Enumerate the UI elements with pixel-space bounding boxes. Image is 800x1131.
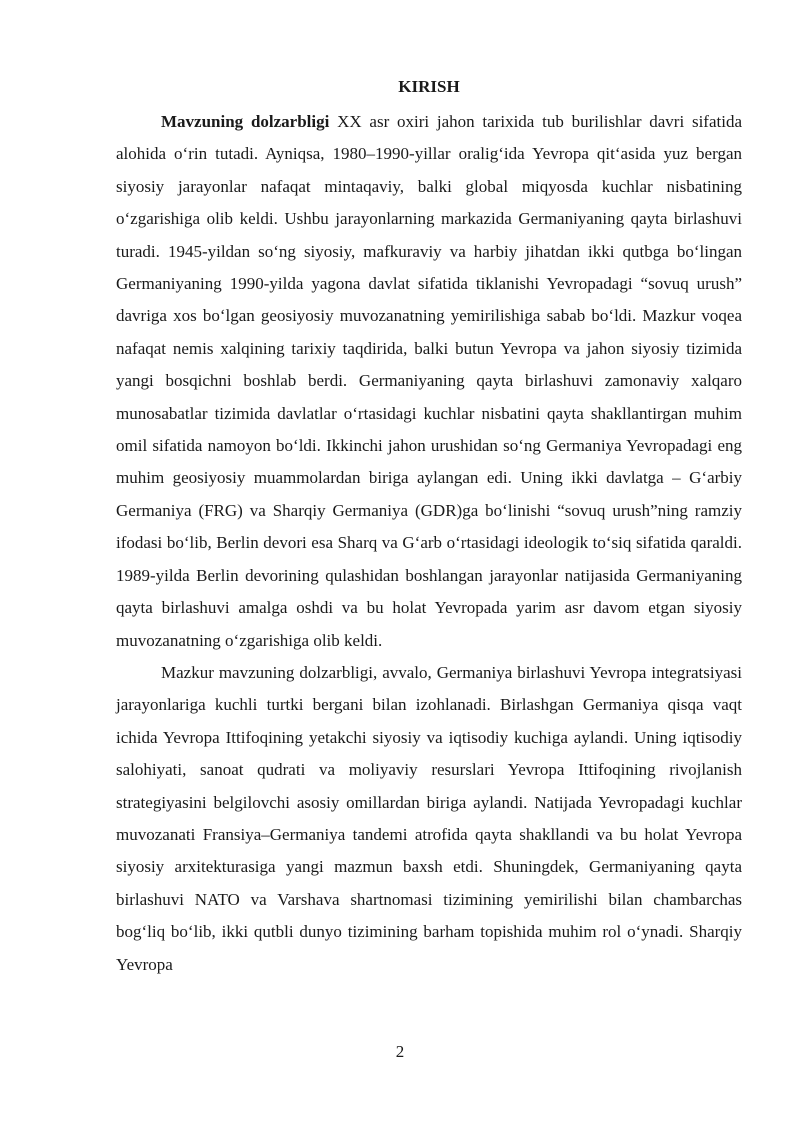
page-number: 2 xyxy=(395,1042,405,1061)
document-page xyxy=(116,76,742,981)
paragraph-2-text: Mazkur mavzuning dolzarbligi, avvalo, Germaniya birlashuvi Yevropa integratsiyasi jarayonlariga kuchli turtki bergani bilan izohlanadi. Birlashgan Germaniya qisqa vaqt ichida Yevropa Ittifoqining yetakchi siyosiy va iqtisodiy kuchiga aylandi. Uning iqtisodiy salohiyati, sanoat qudrati va moliyaviy resurslari Yevropa Ittifoqining rivojlanish strategiyasini belgilovchi asosiy omillardan biriga aylandi. Natijada Yevropadagi kuchlar muvozanati Fransiya–Germaniya tandemi atrofida qayta shakllandi va bu holat Yevropa siyosiy arxitekturasiga yangi mazmun baxsh etdi. Shuningdek, Germaniyaning qayta birlashuvi NATO va Varshava shartnomasi tizimining yemirilishi bilan chambarchas bog‘liq bo‘lib, ikki qutbli dunyo tizimining barham topishida muhim rol o‘ynadi. Sharqiy Yevropa xyxy=(116,662,742,974)
paragraph-1 xyxy=(116,106,742,657)
paragraph-1-text: XX asr oxiri jahon tarixida tub burilishlar davri sifatida alohida o‘rin tutadi. Ayniqsa, 1980–1990-yillar oralig‘ida Yevropa qit‘asida yuz bergan siyosiy jarayonlar nafaqat mintaqaviy, balki global miqyosda kuchlar nisbatining o‘zgarishiga olib keldi. Ushbu jarayonlarning markazida Germaniyaning qayta birlashuvi turadi. 1945-yildan so‘ng siyosiy, mafkuraviy va harbiy jihatdan ikki qutbga bo‘lingan Germaniyaning 1990-yilda yagona davlat sifatida tiklanishi Yevropadagi “sovuq urush” davriga xos bo‘lgan geosiyosiy muvozanatning yemirilishiga sabab bo‘ldi. Mazkur voqea nafaqat nemis xalqining tarixiy taqdirida, balki butun Yevropa va jahon siyosiy tizimida yangi bosqichni boshlab berdi. Germaniyaning qayta birlashuvi zamonaviy xalqaro munosabatlar tizimida davlatlar o‘rtasidagi kuchlar nisbatini qayta shakllantirgan muhim omil sifatida namoyon bo‘ldi. Ikkinchi jahon urushidan so‘ng Germaniya Yevropadagi eng muhim geosiyosiy muammolardan biriga aylangan edi. Uning ikki davlatga – G‘arbiy Germaniya (FRG) va Sharqiy Germaniya (GDR)ga bo‘linishi “sovuq urush”ning ramziy ifodasi bo‘lib, Berlin devori esa Sharq va G‘arb o‘rtasidagi ideologik to‘siq sifatida qaraldi. 1989-yilda Berlin devorining qulashidan boshlangan jarayonlar natijasida Germaniyaning qayta birlashuvi amalga oshdi va bu holat Yevropada yarim asr davom etgan siyosiy muvozanatning o‘zgarishiga olib keldi. xyxy=(116,112,742,650)
section-heading: KIRISH xyxy=(398,77,460,96)
paragraph-2 xyxy=(116,657,742,981)
paragraph-1-lead: Mavzuning dolzarbligi xyxy=(161,112,330,131)
